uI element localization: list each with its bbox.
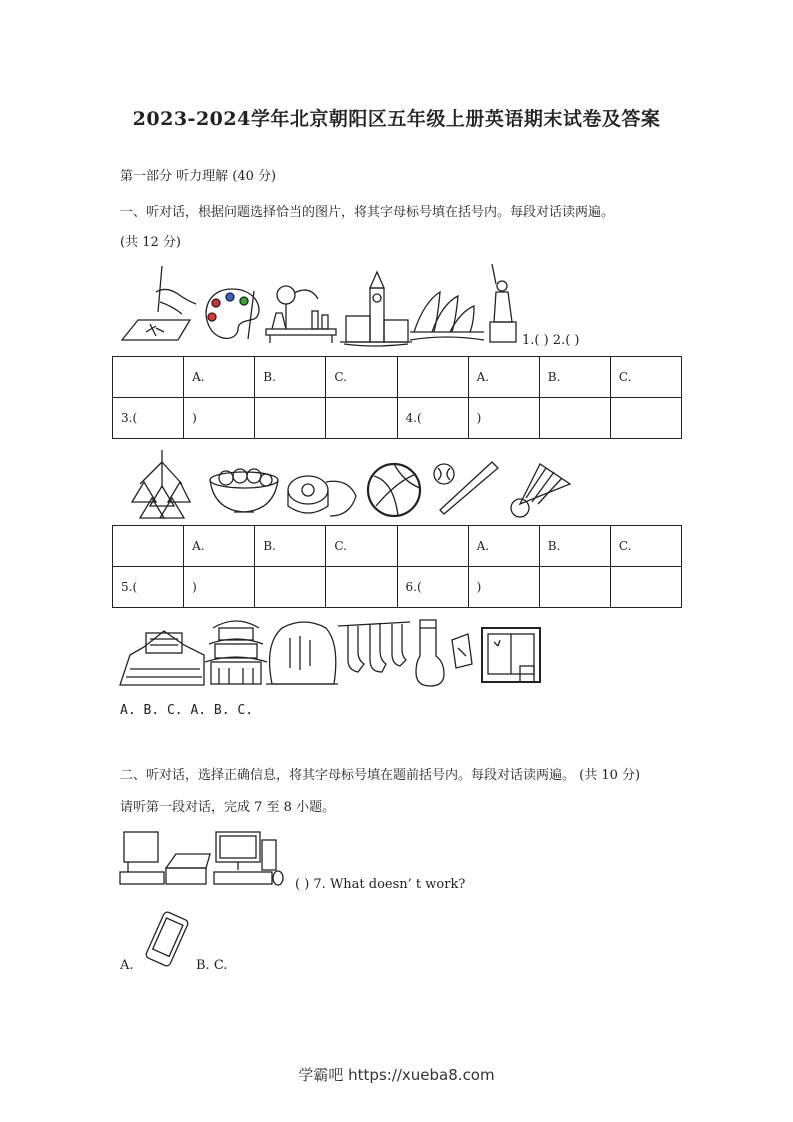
table-cell: B. xyxy=(255,357,326,398)
section1-instruction: 一、听对话，根据问题选择恰当的图片，将其字母标号填在括号内。每段对话读两遍。 xyxy=(120,205,615,220)
table-cell xyxy=(539,398,610,439)
cleaning-cloth-icon xyxy=(448,630,476,670)
sock-icon xyxy=(410,616,450,688)
table-cell xyxy=(326,398,397,439)
table-cell: C. xyxy=(326,526,397,567)
part1-heading: 第一部分 听力理解 (40 分) xyxy=(120,169,277,184)
table-row xyxy=(113,567,682,608)
footer-watermark: 学霸吧 https://xueba8.com xyxy=(298,1066,495,1084)
table-cell: C. xyxy=(610,357,681,398)
table-cell: C. xyxy=(610,526,681,567)
statue-of-liberty-icon xyxy=(484,260,524,346)
table-cell: ) xyxy=(184,567,255,608)
table-cell xyxy=(397,357,468,398)
socks-line-icon xyxy=(338,618,410,688)
chinese-tower-icon xyxy=(205,614,267,688)
table-cell: A. xyxy=(184,526,255,567)
table-cell xyxy=(255,567,326,608)
palette-icon xyxy=(198,285,266,343)
mooncake-icon xyxy=(286,472,358,518)
zongzi-icon xyxy=(128,448,192,520)
rock-monument-icon xyxy=(266,618,338,688)
table-cell: ) xyxy=(184,398,255,439)
table-cell xyxy=(539,567,610,608)
section2-subinstruction: 请听第一段对话，完成 7 至 8 小题。 xyxy=(120,800,336,815)
table-cell xyxy=(113,357,184,398)
table-row xyxy=(113,398,682,439)
table-cell: A. xyxy=(468,526,539,567)
volleyball-icon xyxy=(366,462,422,518)
question-7-options-bc: B. C. xyxy=(196,958,228,973)
table-row xyxy=(113,526,682,567)
sydney-opera-house-icon xyxy=(410,286,484,346)
question-7: ( ) 7. What doesn’ t work? xyxy=(295,877,466,892)
table-cell xyxy=(326,567,397,608)
computer-desk-icon xyxy=(120,828,212,890)
answer-table-1 xyxy=(112,356,682,439)
table-cell: ) xyxy=(468,567,539,608)
big-ben-icon xyxy=(340,270,412,346)
table-cell xyxy=(397,526,468,567)
table-cell: B. xyxy=(539,357,610,398)
section2-instruction: 二、听对话，选择正确信息，将其字母标号填在题前括号内。每段对话读两遍。 (共 10 分) xyxy=(120,768,641,783)
table-cell: A. xyxy=(184,357,255,398)
table-cell: ) xyxy=(468,398,539,439)
table-cell: B. xyxy=(255,526,326,567)
desktop-computer-icon xyxy=(210,830,286,890)
table-cell: 6.( xyxy=(397,567,468,608)
baseball-bat-icon xyxy=(430,458,496,518)
shuttlecock-icon xyxy=(506,458,572,520)
table-cell xyxy=(610,567,681,608)
window-cleaning-icon xyxy=(480,626,544,686)
table-cell xyxy=(610,398,681,439)
table-cell: B. xyxy=(539,526,610,567)
row3-option-letters: A. B. C. A. B. C. xyxy=(120,703,254,718)
table-cell: C. xyxy=(326,357,397,398)
section1-points: (共 12 分) xyxy=(120,235,181,250)
question-1-2: 1.( ) 2.( ) xyxy=(522,333,580,348)
table-cell xyxy=(255,398,326,439)
question-7-option-a: A. xyxy=(120,958,134,973)
page-title: 2023-2024学年北京朝阳区五年级上册英语期末试卷及答案 xyxy=(132,108,661,130)
smartphone-icon xyxy=(140,910,196,974)
table-cell: A. xyxy=(468,357,539,398)
potala-palace-icon xyxy=(120,625,204,687)
lab-equipment-icon xyxy=(264,283,340,345)
tangyuan-bowl-icon xyxy=(208,466,280,514)
table-row xyxy=(113,357,682,398)
painting-hand-icon xyxy=(120,262,200,344)
table-cell: 5.( xyxy=(113,567,184,608)
table-cell xyxy=(113,526,184,567)
table-cell: 3.( xyxy=(113,398,184,439)
table-cell: 4.( xyxy=(397,398,468,439)
answer-table-2 xyxy=(112,525,682,608)
